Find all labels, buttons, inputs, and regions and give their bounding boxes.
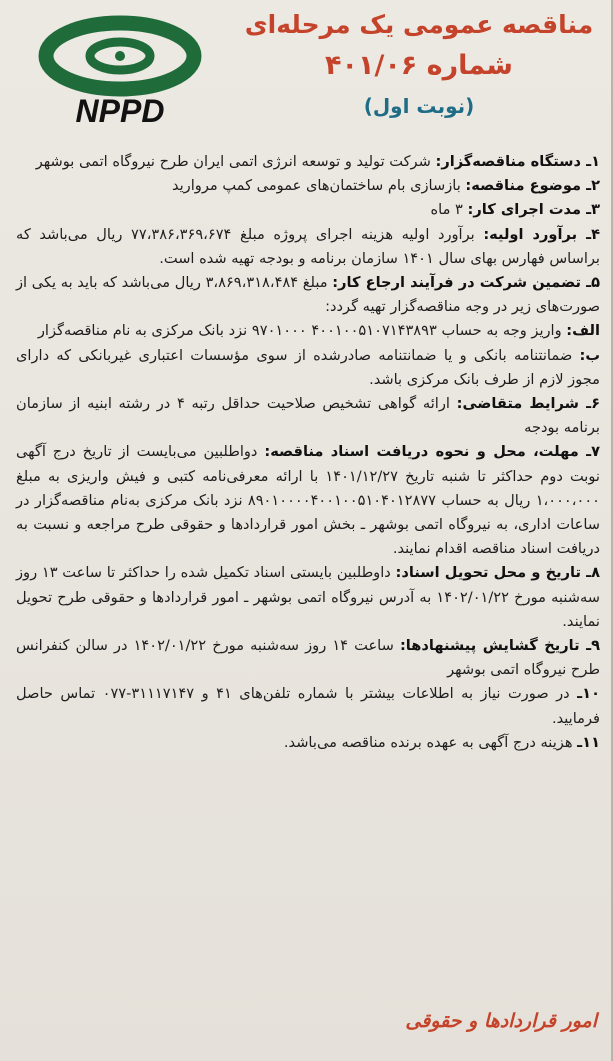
item-contact-info [16, 682, 600, 730]
notice-title: مناقصه عمومی یک مرحله‌ای [244, 10, 594, 39]
item-label: ۸ـ تاریخ و محل تحویل اسناد: [395, 564, 601, 582]
item-estimate [16, 223, 600, 271]
item-guarantee-option-a [16, 319, 600, 343]
nppd-logo [28, 12, 218, 132]
title-block [239, 6, 599, 124]
item-label: ۳ـ مدت اجرای کار: [467, 201, 600, 219]
item-guarantee-option-b [16, 344, 600, 392]
item-duration [16, 198, 600, 222]
item-label: ۹ـ تاریخ گشایش پیشنهادها: [399, 637, 601, 655]
item-text: ضمانتنامه بانکی و یا ضمانتنامه صادرشده از سوی مؤسسات اعتباری غیربانکی که دارای مجوز لازم از طرف بانک مرکزی باشد. [16, 346, 600, 388]
item-label: ۱۰ـ [577, 685, 600, 703]
item-label: ۶ـ شرایط متقاضی: [456, 395, 600, 413]
notice-body [16, 150, 600, 755]
item-text: مبلغ ۳،۸۶۹،۳۱۸،۴۸۴ ریال می‌باشد که باید به یکی از صورت‌های زیر در وجه مناقصه‌گزار تهیه گردد: [16, 274, 600, 316]
item-label: ۱۱ـ [577, 733, 600, 751]
item-text: ارائه گواهی تشخیص صلاحیت حداقل رتبه ۴ در رشته ابنیه از سازمان برنامه بودجه [16, 395, 600, 437]
item-label: ۱ـ دستگاه مناقصه‌گزار: [435, 153, 600, 170]
notice-number: شماره ۴۰۱/۰۶ [325, 50, 513, 81]
item-label: ۷ـ مهلت، محل و نحوه دریافت اسناد مناقصه: [264, 443, 601, 461]
notice-header [0, 0, 613, 148]
logo-core-icon [115, 51, 125, 61]
item-label: ۴ـ برآورد اولیه: [483, 225, 600, 243]
item-applicant-conditions [16, 392, 600, 440]
item-label: ۵ـ تضمین شرکت در فرآیند ارجاع کار: [332, 274, 600, 292]
item-label: ۲ـ موضوع مناقصه: [465, 177, 600, 195]
item-document-receipt [16, 440, 600, 561]
item-advert-cost [16, 731, 600, 755]
item-tender-organization [16, 150, 600, 174]
item-text: شرکت تولید و توسعه انرژی اتمی ایران طرح نیروگاه اتمی بوشهر [35, 153, 431, 170]
item-tender-subject [16, 174, 600, 198]
item-text: برآورد اولیه هزینه اجرای پروژه مبلغ ۷۷،۳۸۶،۳۶۹،۶۷۴ ریال می‌باشد که براساس فهارس بهای سال ۱۴۰۱ سازمان برنامه و بودجه تهیه شده است. [16, 225, 600, 267]
item-label: الف: [566, 322, 600, 340]
item-text: بازسازی بام ساختمان‌های عمومی کمپ مروارید [171, 177, 461, 195]
item-label: ب: [579, 346, 600, 364]
item-text: هزینه درج آگهی به عهده برنده مناقصه می‌باشد. [283, 733, 573, 751]
notice-round: (نوبت اول) [363, 94, 475, 118]
item-guarantee [16, 271, 600, 319]
item-bid-opening [16, 634, 600, 682]
item-document-delivery [16, 561, 600, 634]
item-text: در صورت نیاز به اطلاعات بیشتر با شماره تلفن‌های ۴۱ و ۳۱۱۱۷۱۴۷-۰۷۷ تماس حاصل فرمایید. [16, 685, 600, 727]
item-text: دواطلبین می‌بایست از تاریخ درج آگهی نوبت دوم حداکثر تا شنبه تاریخ ۱۴۰۱/۱۲/۲۷ با ارائه معرفی‌نامه کتبی و فیش واریزی به مبلغ ۱،۰۰۰،۰۰۰ ریال به حساب ۸۹۰۱۰۰۰۰۴۰۰۱۰۰۵۱۰۴۰۱۲۸۷۷ نزد بانک مرکزی به‌نام مناقصه‌گزار در ساعات اداری، به نیروگاه اتمی بوشهر ـ بخش امور قراردادها و حقوقی طرح مراجعه و نسبت به دریافت اسناد مناقصه اقدام نمایند. [16, 443, 600, 558]
footer-signature: امور قراردادها و حقوقی [405, 1010, 597, 1032]
item-text: واریز وجه به حساب ۴۰۰۱۰۰۵۱۰۷۱۴۳۸۹۳ ۹۷۰۱۰۰۰ نزد بانک مرکزی به نام مناقصه‌گزار [37, 322, 562, 340]
item-text: داوطلبین بایستی اسناد تکمیل شده را حداکثر تا ساعت ۱۳ روز سه‌شنبه مورخ ۱۴۰۲/۰۱/۲۲ به آدرس نیروگاه اتمی بوشهر ـ امور قراردادها و حقوقی طرح تحویل نمایند. [16, 564, 601, 630]
item-text: ۳ ماه [430, 201, 463, 219]
logo-brand-text: NPPD [75, 93, 165, 129]
item-text: ساعت ۱۴ روز سه‌شنبه مورخ ۱۴۰۲/۰۱/۲۲ در سالن کنفرانس طرح نیروگاه اتمی بوشهر [16, 637, 600, 679]
